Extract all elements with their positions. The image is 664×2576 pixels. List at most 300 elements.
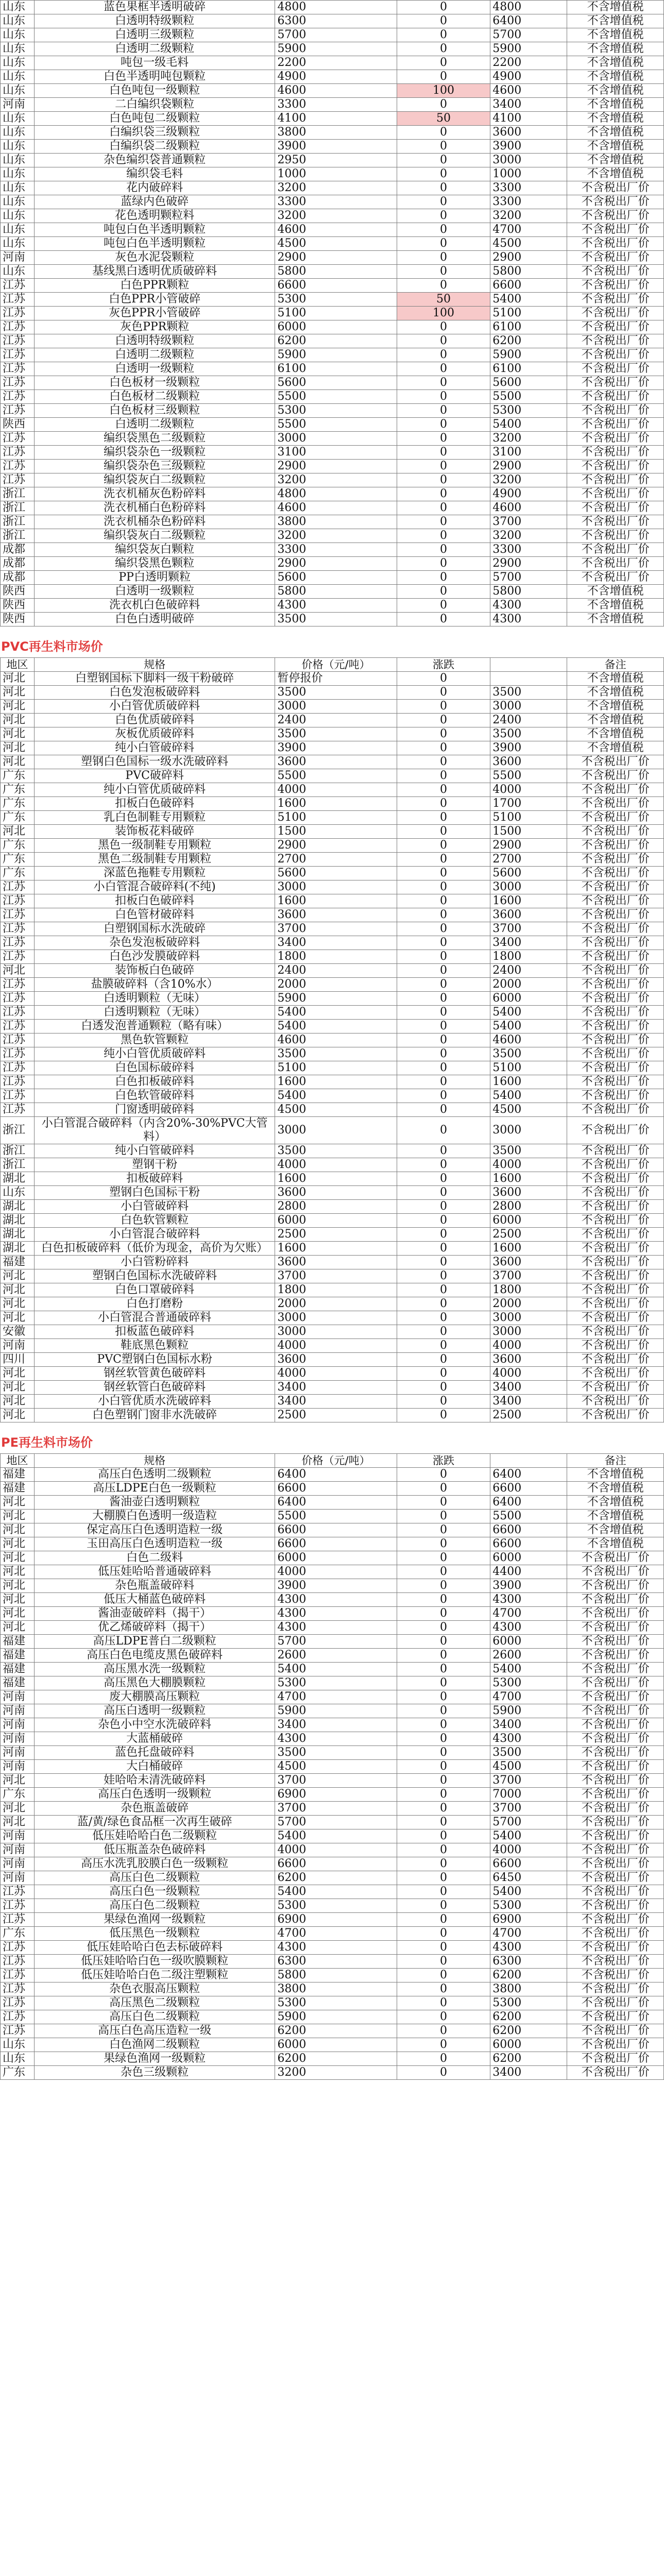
change-cell: 0	[397, 1996, 490, 2010]
table-row	[1, 1857, 664, 1871]
region-cell: 湖北	[1, 1242, 35, 1256]
change-cell: 0	[397, 613, 490, 626]
table-row	[1, 376, 664, 390]
product-cell: 大棚膜白色透明一级造粒	[34, 1510, 275, 1523]
note-cell: 不含增值税	[567, 154, 664, 167]
price-cell: 5900	[275, 1704, 397, 1718]
region-cell: 江苏	[1, 320, 35, 334]
change-cell: 0	[397, 700, 490, 714]
change-cell: 0	[397, 599, 490, 613]
region-cell: 湖北	[1, 1228, 35, 1242]
previous-price-cell: 5600	[490, 867, 567, 880]
previous-price-cell: 3000	[490, 154, 567, 167]
price-cell: 1600	[275, 1172, 397, 1186]
change-cell: 0	[397, 908, 490, 922]
product-cell: 灰色水泥袋颗粒	[34, 251, 275, 265]
price-cell: 6000	[275, 1214, 397, 1228]
table-row	[1, 362, 664, 376]
previous-price-cell: 5900	[490, 42, 567, 56]
change-cell: 0	[397, 1186, 490, 1200]
previous-price-cell: 5900	[490, 1704, 567, 1718]
table-row	[1, 992, 664, 1006]
note-cell: 不含税出厂价	[567, 1955, 664, 1969]
table-row	[1, 1843, 664, 1857]
region-cell: 广东	[1, 2066, 35, 2080]
product-cell: 白透发泡普通颗粒（略有味）	[34, 1020, 275, 1033]
product-cell: 编织袋黑色二级颗粒	[34, 432, 275, 446]
price-cell: 1500	[275, 825, 397, 839]
product-cell: 低压娃哈哈白色去标破碎料	[34, 1941, 275, 1955]
table-row	[1, 1913, 664, 1927]
product-cell: 高压黑水洗一级颗粒	[34, 1663, 275, 1676]
previous-price-cell: 5400	[490, 1885, 567, 1899]
previous-price-cell: 3200	[490, 432, 567, 446]
price-table	[0, 1453, 664, 2080]
table-row	[1, 1593, 664, 1607]
table-row	[1, 571, 664, 585]
region-cell: 河南	[1, 1746, 35, 1760]
product-cell: 废大棚膜高压颗粒	[34, 1690, 275, 1704]
product-cell: 低压娃哈哈白色一级吹膜颗粒	[34, 1955, 275, 1969]
region-cell: 河北	[1, 686, 35, 700]
price-cell: 6300	[275, 1955, 397, 1969]
column-header-product: 规格	[34, 658, 275, 672]
note-cell: 不含税出厂价	[567, 783, 664, 797]
table-row	[1, 1144, 664, 1158]
note-cell: 不含增值税	[567, 56, 664, 70]
price-cell: 5500	[275, 769, 397, 783]
table-row	[1, 741, 664, 755]
product-cell: 高压白色高压造粒一级	[34, 2024, 275, 2038]
region-cell: 江苏	[1, 1075, 35, 1089]
previous-price-cell: 5300	[490, 404, 567, 418]
region-cell: 山东	[1, 1, 35, 14]
previous-price-cell: 6200	[490, 2024, 567, 2038]
change-cell: 0	[397, 515, 490, 529]
region-cell: 江苏	[1, 1089, 35, 1103]
change-cell: 0	[397, 126, 490, 140]
previous-price-cell: 2900	[490, 557, 567, 571]
previous-price-cell: 6600	[490, 279, 567, 293]
region-cell: 河南	[1, 1718, 35, 1732]
region-cell: 四川	[1, 1353, 35, 1367]
product-cell: 二白编织袋颗粒	[34, 98, 275, 112]
note-cell: 不含税出厂价	[567, 978, 664, 992]
price-cell: 5900	[275, 42, 397, 56]
change-cell: 0	[397, 1746, 490, 1760]
price-cell: 2000	[275, 1297, 397, 1311]
note-cell: 不含税出厂价	[567, 195, 664, 209]
change-cell: 0	[397, 1551, 490, 1565]
change-cell: 0	[397, 1242, 490, 1256]
change-cell: 0	[397, 1020, 490, 1033]
table-row	[1, 1214, 664, 1228]
region-cell: 江苏	[1, 1899, 35, 1913]
price-cell: 3100	[275, 446, 397, 460]
product-cell: 塑钢干粉	[34, 1158, 275, 1172]
region-cell: 河北	[1, 1816, 35, 1829]
region-cell: 山东	[1, 265, 35, 279]
note-cell: 不含税出厂价	[567, 473, 664, 487]
region-cell: 河南	[1, 251, 35, 265]
region-cell: 山东	[1, 70, 35, 84]
price-cell: 5700	[275, 28, 397, 42]
price-cell: 2500	[275, 1409, 397, 1422]
price-cell: 3500	[275, 1144, 397, 1158]
change-cell: 0	[397, 154, 490, 167]
note-cell: 不含税出厂价	[567, 279, 664, 293]
region-cell: 江苏	[1, 1955, 35, 1969]
previous-price-cell: 3800	[490, 1982, 567, 1996]
change-cell: 0	[397, 1857, 490, 1871]
table-row	[1, 1969, 664, 1982]
note-cell: 不含税出厂价	[567, 2010, 664, 2024]
previous-price-cell: 2900	[490, 460, 567, 473]
price-cell: 5700	[275, 1635, 397, 1649]
change-cell: 0	[397, 1482, 490, 1496]
product-cell: 白色口罩破碎料	[34, 1283, 275, 1297]
product-cell: 白色国标破碎料	[34, 1061, 275, 1075]
table-row	[1, 348, 664, 362]
table-row	[1, 223, 664, 237]
table-row	[1, 1996, 664, 2010]
change-cell: 0	[397, 460, 490, 473]
change-cell: 0	[397, 1283, 490, 1297]
previous-price-cell: 4400	[490, 1565, 567, 1579]
table-row	[1, 1510, 664, 1523]
previous-price-cell: 4900	[490, 487, 567, 501]
price-cell: 4700	[275, 1927, 397, 1941]
table-row	[1, 1607, 664, 1621]
table-row	[1, 1006, 664, 1020]
note-cell: 不含税出厂价	[567, 1732, 664, 1746]
note-cell: 不含税出厂价	[567, 1663, 664, 1676]
product-cell: 编织袋灰白颗粒	[34, 543, 275, 557]
note-cell: 不含税出厂价	[567, 1635, 664, 1649]
change-cell: 0	[397, 1788, 490, 1802]
previous-price-cell: 6000	[490, 1551, 567, 1565]
table-row	[1, 209, 664, 223]
price-cell: 5300	[275, 293, 397, 307]
price-table	[0, 0, 664, 626]
product-cell: 蓝色果框半透明破碎	[34, 1, 275, 14]
note-cell: 不含税出厂价	[567, 1395, 664, 1409]
note-cell: 不含增值税	[567, 28, 664, 42]
column-header-prev	[490, 658, 567, 672]
price-cell: 2900	[275, 839, 397, 853]
section-title: PVC再生料市场价	[1, 639, 103, 654]
price-cell: 3600	[275, 1186, 397, 1200]
change-cell: 0	[397, 195, 490, 209]
table-row	[1, 1635, 664, 1649]
change-cell: 0	[397, 1663, 490, 1676]
note-cell: 不含税出厂价	[567, 2052, 664, 2066]
product-cell: 白透明二级颗粒	[34, 348, 275, 362]
note-cell: 不含税出厂价	[567, 1607, 664, 1621]
price-cell: 4000	[275, 783, 397, 797]
product-cell: 吨包白色半透明颗粒	[34, 237, 275, 251]
product-cell: 塑钢白色国标一级水洗破碎料	[34, 755, 275, 769]
change-cell: 0	[397, 265, 490, 279]
table-row	[1, 1269, 664, 1283]
change-cell: 0	[397, 446, 490, 460]
change-cell: 0	[397, 1172, 490, 1186]
product-cell: 白透明一级颗粒	[34, 362, 275, 376]
price-cell: 4600	[275, 1033, 397, 1047]
previous-price-cell: 4300	[490, 1593, 567, 1607]
table-row	[1, 1482, 664, 1496]
product-cell: 白透明特级颗粒	[34, 334, 275, 348]
previous-price-cell: 5700	[490, 571, 567, 585]
region-cell: 山东	[1, 209, 35, 223]
region-cell: 广东	[1, 811, 35, 825]
product-cell: 高压白色二级颗粒	[34, 1871, 275, 1885]
table-row	[1, 1339, 664, 1353]
change-cell: 0	[397, 1676, 490, 1690]
table-row	[1, 1468, 664, 1482]
change-cell: 0	[397, 1565, 490, 1579]
change-cell: 0	[397, 1089, 490, 1103]
note-cell: 不含税出厂价	[567, 1676, 664, 1690]
note-cell: 不含税出厂价	[567, 1339, 664, 1353]
note-cell: 不含增值税	[567, 714, 664, 727]
table-row	[1, 613, 664, 626]
price-cell: 6900	[275, 1913, 397, 1927]
previous-price-cell: 2400	[490, 714, 567, 727]
product-cell: 低压娃哈哈白色二级注塑颗粒	[34, 1969, 275, 1982]
region-cell: 河北	[1, 727, 35, 741]
price-cell: 2500	[275, 1228, 397, 1242]
region-cell: 江苏	[1, 1020, 35, 1033]
product-cell: 高压白色二级颗粒	[34, 1899, 275, 1913]
price-cell: 4300	[275, 1732, 397, 1746]
note-cell: 不含增值税	[567, 727, 664, 741]
note-cell: 不含税出厂价	[567, 515, 664, 529]
table-row	[1, 1551, 664, 1565]
price-cell: 4000	[275, 1339, 397, 1353]
table-row	[1, 1871, 664, 1885]
change-cell: 0	[397, 14, 490, 28]
note-cell: 不含税出厂价	[567, 334, 664, 348]
price-cell: 4000	[275, 1158, 397, 1172]
table-row	[1, 167, 664, 181]
price-cell: 4500	[275, 1103, 397, 1117]
price-cell: 5300	[275, 1996, 397, 2010]
note-cell: 不含税出厂价	[567, 1746, 664, 1760]
change-cell: 0	[397, 487, 490, 501]
change-cell: 0	[397, 42, 490, 56]
product-cell: 杂色发泡板破碎料	[34, 936, 275, 950]
product-cell: 编织袋毛料	[34, 167, 275, 181]
change-cell: 0	[397, 320, 490, 334]
change-cell: 0	[397, 2038, 490, 2052]
region-cell: 河南	[1, 1843, 35, 1857]
table-row	[1, 2052, 664, 2066]
previous-price-cell: 1500	[490, 825, 567, 839]
previous-price-cell: 2000	[490, 978, 567, 992]
table-row	[1, 56, 664, 70]
change-cell: 50	[397, 112, 490, 126]
change-cell: 0	[397, 2052, 490, 2066]
section-header	[0, 1422, 664, 1453]
region-cell: 河北	[1, 964, 35, 978]
change-cell: 0	[397, 880, 490, 894]
region-cell: 河北	[1, 1802, 35, 1816]
table-row	[1, 1579, 664, 1593]
change-cell: 0	[397, 348, 490, 362]
previous-price-cell: 3900	[490, 1579, 567, 1593]
price-cell: 3400	[275, 936, 397, 950]
previous-price-cell: 3500	[490, 1047, 567, 1061]
table-row	[1, 1089, 664, 1103]
previous-price-cell: 6200	[490, 1969, 567, 1982]
price-cell: 5500	[275, 390, 397, 404]
note-cell: 不含税出厂价	[567, 1256, 664, 1269]
change-cell: 100	[397, 84, 490, 98]
region-cell: 浙江	[1, 501, 35, 515]
region-cell: 江苏	[1, 460, 35, 473]
note-cell: 不含税出厂价	[567, 1311, 664, 1325]
note-cell: 不含增值税	[567, 1496, 664, 1510]
product-cell: 酱油壶破碎料（揭干）	[34, 1607, 275, 1621]
product-cell: 蓝/黄/绿色食品框一次再生破碎	[34, 1816, 275, 1829]
table-row	[1, 181, 664, 195]
price-cell: 6600	[275, 1857, 397, 1871]
region-cell: 广东	[1, 867, 35, 880]
change-cell: 0	[397, 1829, 490, 1843]
price-cell: 1800	[275, 1283, 397, 1297]
table-row	[1, 797, 664, 811]
product-cell: 扣板蓝色破碎料	[34, 1325, 275, 1339]
product-cell: 装饰板花料破碎	[34, 825, 275, 839]
previous-price-cell: 5400	[490, 418, 567, 432]
previous-price-cell: 2900	[490, 839, 567, 853]
previous-price-cell: 3500	[490, 686, 567, 700]
table-row	[1, 473, 664, 487]
change-cell: 0	[397, 867, 490, 880]
table-row	[1, 334, 664, 348]
table-row	[1, 1172, 664, 1186]
table-row	[1, 1283, 664, 1297]
price-cell: 3300	[275, 543, 397, 557]
column-header-change: 涨跌	[397, 1454, 490, 1468]
region-cell: 浙江	[1, 1158, 35, 1172]
previous-price-cell: 4000	[490, 1158, 567, 1172]
region-cell: 福建	[1, 1256, 35, 1269]
change-cell: 0	[397, 894, 490, 908]
region-cell: 山东	[1, 56, 35, 70]
region-cell: 河北	[1, 1395, 35, 1409]
note-cell: 不含税出厂价	[567, 1033, 664, 1047]
price-cell: 4300	[275, 1941, 397, 1955]
price-cell: 3600	[275, 755, 397, 769]
region-cell: 江苏	[1, 446, 35, 460]
note-cell: 不含税出厂价	[567, 1621, 664, 1635]
price-cell: 2900	[275, 460, 397, 473]
region-cell: 河北	[1, 1496, 35, 1510]
note-cell: 不含税出厂价	[567, 769, 664, 783]
price-cell: 1600	[275, 1075, 397, 1089]
product-cell: 杂色瓶盖破碎	[34, 1802, 275, 1816]
change-cell: 0	[397, 922, 490, 936]
note-cell: 不含税出厂价	[567, 1297, 664, 1311]
product-cell: 杂色衣服高压颗粒	[34, 1982, 275, 1996]
table-row	[1, 195, 664, 209]
product-cell: 蓝绿内色破碎	[34, 195, 275, 209]
note-cell: 不含税出厂价	[567, 404, 664, 418]
price-cell: 3000	[275, 1117, 397, 1144]
table-row	[1, 1718, 664, 1732]
product-cell: 杂色三级颗粒	[34, 2066, 275, 2080]
change-cell: 0	[397, 1311, 490, 1325]
previous-price-cell: 5700	[490, 1816, 567, 1829]
product-cell: PVC破碎料	[34, 769, 275, 783]
price-cell: 3000	[275, 1311, 397, 1325]
change-cell: 0	[397, 978, 490, 992]
previous-price-cell: 6400	[490, 1468, 567, 1482]
table-row	[1, 880, 664, 894]
note-cell: 不含增值税	[567, 70, 664, 84]
product-cell: 高压黑色二级颗粒	[34, 1996, 275, 2010]
region-cell: 江苏	[1, 1969, 35, 1982]
table-row	[1, 755, 664, 769]
previous-price-cell: 5300	[490, 1996, 567, 2010]
region-cell: 广东	[1, 853, 35, 867]
price-cell: 3500	[275, 686, 397, 700]
product-cell: 大白桶破碎	[34, 1760, 275, 1774]
change-cell: 0	[397, 755, 490, 769]
previous-price-cell: 4500	[490, 1760, 567, 1774]
product-cell: 盐膜破碎料（含10%水）	[34, 978, 275, 992]
price-cell: 3700	[275, 922, 397, 936]
note-cell: 不含增值税	[567, 167, 664, 181]
region-cell: 河北	[1, 1367, 35, 1381]
previous-price-cell: 5400	[490, 1020, 567, 1033]
price-cell: 6400	[275, 1496, 397, 1510]
product-cell: 洗衣机桶白色粉碎料	[34, 501, 275, 515]
region-cell: 江苏	[1, 2010, 35, 2024]
previous-price-cell: 1000	[490, 167, 567, 181]
region-cell: 河北	[1, 714, 35, 727]
previous-price-cell: 4700	[490, 1690, 567, 1704]
product-cell: 酱油壶白透明颗粒	[34, 1496, 275, 1510]
region-cell: 山东	[1, 195, 35, 209]
product-cell: 白塑钢国标水洗破碎	[34, 922, 275, 936]
note-cell: 不含税出厂价	[567, 1047, 664, 1061]
change-cell: 0	[397, 1061, 490, 1075]
region-cell: 江苏	[1, 1982, 35, 1996]
region-cell: 河北	[1, 1523, 35, 1537]
product-cell: 杂色编织袋普通颗粒	[34, 154, 275, 167]
product-cell: 乳白色制鞋专用颗粒	[34, 811, 275, 825]
product-cell: 基线黑白透明优质破碎料	[34, 265, 275, 279]
product-cell: 花色透明颗粒料	[34, 209, 275, 223]
region-cell: 江苏	[1, 1006, 35, 1020]
table-row	[1, 1200, 664, 1214]
price-cell: 2800	[275, 1200, 397, 1214]
table-row	[1, 1061, 664, 1075]
region-cell: 河北	[1, 672, 35, 686]
price-cell: 4000	[275, 1843, 397, 1857]
price-cell: 5400	[275, 1020, 397, 1033]
previous-price-cell: 4800	[490, 1, 567, 14]
previous-price-cell: 6200	[490, 334, 567, 348]
region-cell: 河南	[1, 1857, 35, 1871]
table-row	[1, 1381, 664, 1395]
table-row	[1, 1256, 664, 1269]
change-cell: 0	[397, 769, 490, 783]
region-cell: 江苏	[1, 1047, 35, 1061]
